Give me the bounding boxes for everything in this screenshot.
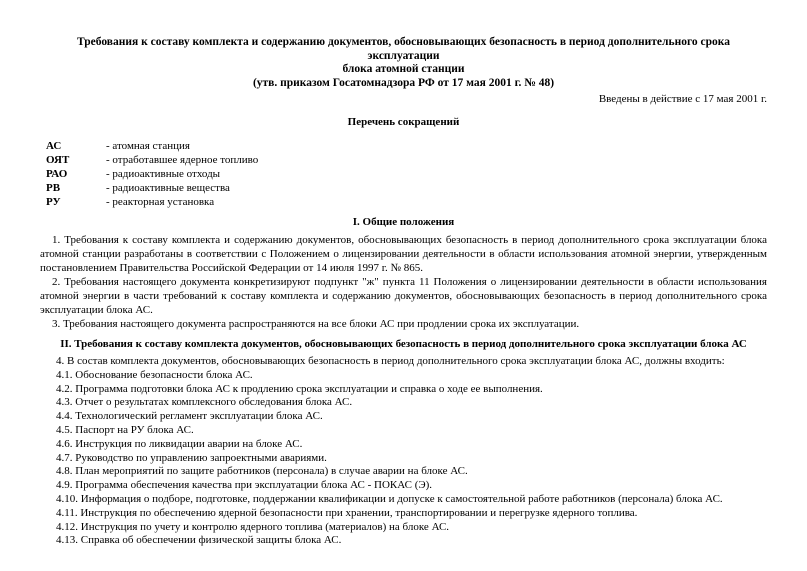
abbreviation-row [46, 139, 258, 153]
section-2-item: 4.11. Инструкция по обеспечению ядерной безопасности при хранении, транспортировании и перегрузке ядерного топлива. [56, 506, 638, 519]
section-1-title: I. Общие положения [352, 216, 455, 228]
section-2-item: 4.8. План мероприятий по защите работников (персонала) в случае аварии на блоке АС. [56, 465, 468, 478]
abbreviation-code: РВ [46, 182, 61, 194]
abbreviation-meaning: - реакторная установка [106, 196, 215, 208]
abbreviation-row [46, 181, 258, 195]
section-2-item: 4.12. Инструкция по учету и контролю ядерного топлива (материалов) на блоке АС. [56, 520, 450, 533]
section-2-item: 4.13. Справка об обеспечении физической защиты блока АС. [56, 534, 342, 547]
abbreviation-meaning: - отработавшее ядерное топливо [106, 154, 259, 166]
abbreviation-meaning: - радиоактивные отходы [106, 168, 221, 180]
abbreviation-code: АС [46, 140, 62, 152]
abbreviation-code: РУ [46, 196, 61, 208]
abbreviation-code: ОЯТ [46, 154, 70, 166]
section-2-item: 4.5. Паспорт на РУ блока АС. [56, 423, 194, 436]
effective-date: Введены в действие с 17 мая 2001 г. [598, 93, 767, 105]
section-2-item: 4.9. Программа обеспечения качества при эксплуатации блока АС - ПОКАС (Э). [56, 479, 433, 492]
abbreviation-row [46, 195, 258, 209]
section-2-item: 4.3. Отчет о результатах комплексного обследования блока АС. [56, 396, 353, 409]
section-2-item: 4. В состав комплекта документов, обосновывающих безопасность в период дополнительного срока эксплуатации блока АС, должны входить: [56, 355, 725, 367]
section-2-item: 4.10. Информация о подборе, подготовке, поддержании квалификации и допуске к самостоятельной работе работников (персонала) блока АС. [56, 492, 723, 505]
title-line-2: блока атомной станции [342, 63, 465, 75]
section-2-item: 4.6. Инструкция по ликвидации аварии на блоке АС. [56, 437, 303, 450]
section-2-item: 4.4. Технологический регламент эксплуатации блока АС. [56, 410, 323, 423]
abbreviation-meaning: - атомная станция [106, 140, 190, 152]
section-1-paragraph: 2. Требования настоящего документа конкретизируют подпункт "ж" пункта 11 Положения о лицензировании деятельности в области использования атомной энергии в части требований к составу комплекта и содержанию документов, обосновывающих безопасность в период дополнительного срока эксплуатации блока АС. [40, 276, 767, 316]
section-2-item: 4.1. Обоснование безопасности блока АС. [56, 368, 253, 381]
abbreviation-code: РАО [46, 168, 68, 180]
section-2-item: 4.2. Программа подготовки блока АС к продлению срока эксплуатации и справка о ходе ее выполнения. [56, 382, 543, 395]
section-1-paragraph: 1. Требования к составу комплекта и содержанию документов, обосновывающих безопасность в период дополнительного срока эксплуатации блока атомной станции разработаны в соответствии с Положением о лицензировании деятельности в области использования атомной энергии, утвержденным постановлением Правительства Российской Федерации от 14 июля 1997 г. № 865. [40, 234, 767, 274]
section-2-title: II. Требования к составу комплекта документов, обосновывающих безопасность в период дополнительного срока эксплуатации блока АС [60, 338, 747, 350]
abbreviation-meaning: - радиоактивные вещества [106, 182, 230, 194]
section-1-paragraph: 3. Требования настоящего документа распространяются на все блоки АС при продлении срока их эксплуатации. [52, 318, 580, 330]
section-2-item: 4.7. Руководство по управлению запроектными авариями. [56, 451, 327, 464]
abbreviations-table [46, 139, 258, 209]
title-approval-line: (утв. приказом Госатомнадзора РФ от 17 мая 2001 г. № 48) [252, 76, 555, 89]
document-title [40, 36, 767, 90]
abbreviations-heading: Перечень сокращений [347, 116, 460, 128]
abbreviation-row [46, 153, 258, 167]
abbreviation-row [46, 167, 258, 181]
title-line-1: Требования к составу комплекта и содержанию документов, обосновывающих безопасность в период дополнительного срока эксплуатации [77, 36, 730, 62]
